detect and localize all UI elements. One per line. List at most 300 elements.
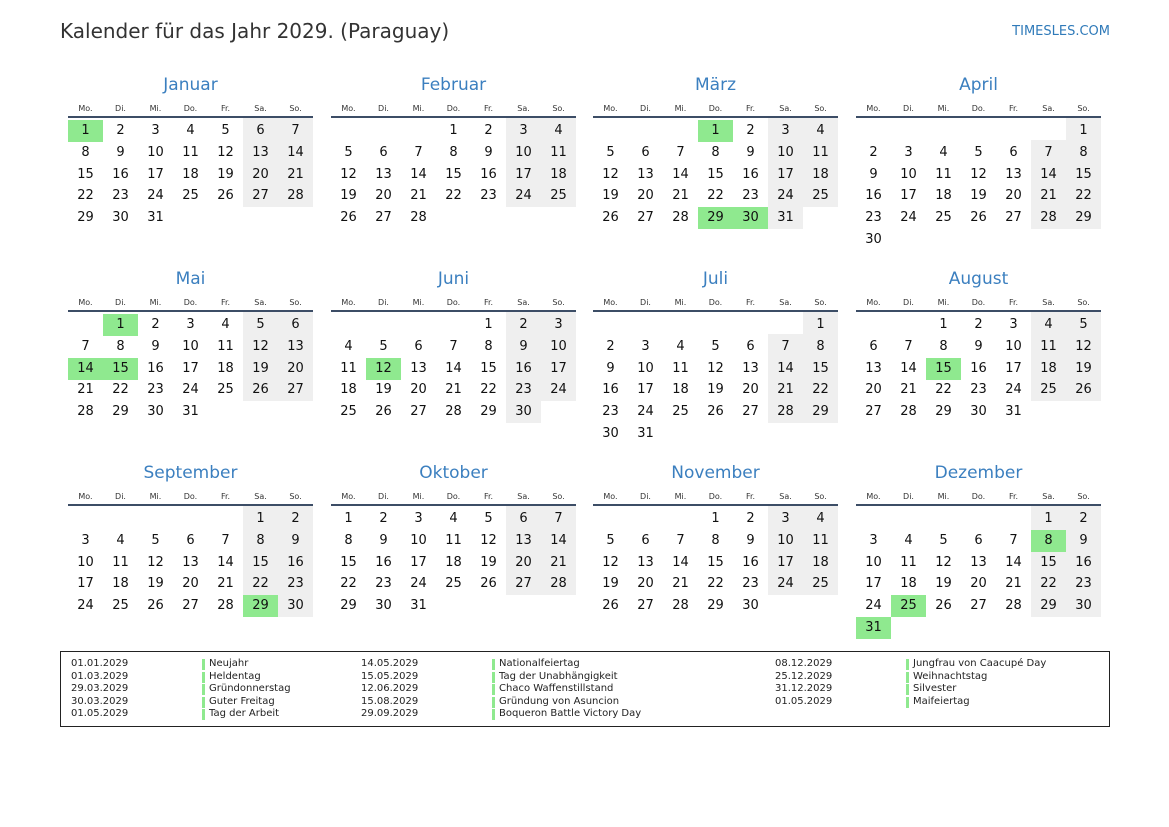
day-cell: 13 [410,360,427,376]
day-cell: 29 [1075,210,1092,226]
day-cell: 14 [777,360,794,376]
day-cell: 18 [550,166,567,182]
day-cell: 15 [340,554,357,570]
day-cell: 31 [637,426,654,441]
weekday-label: Mo. [866,104,881,113]
day-cell: 21 [777,382,794,398]
weekday-label: Sa. [517,492,530,501]
day-cell: 26 [707,404,724,420]
day-cell: 17 [865,576,882,592]
day-cell: 17 [1005,360,1022,376]
day-cell: 10 [1005,338,1022,354]
day-cell: 2 [606,338,615,354]
weekday-label: Di. [115,298,126,307]
weekday-label: Mi. [412,104,425,113]
day-cell: 3 [186,317,195,332]
weekday-label: So. [814,492,827,501]
day-cell: 24 [77,598,94,614]
day-cell: 30 [515,404,532,420]
weekday-label: Mo. [78,492,93,501]
day-cell: 6 [641,532,650,548]
day-cell: 18 [900,576,917,592]
day-cell: 26 [1075,382,1092,398]
day-cell: 22 [445,188,462,204]
day-cell: 4 [816,511,825,526]
day-cell: 18 [340,382,357,398]
day-cell: 11 [217,338,234,354]
day-cell: 17 [550,360,567,376]
day-cell: 2 [1079,511,1088,526]
day-cell: 1 [816,317,825,332]
weekday-label: Mi. [412,492,425,501]
weekday-label: Fr. [1008,104,1019,113]
day-cell: 28 [1005,598,1022,614]
day-cell: 10 [900,166,917,182]
day-cell: 3 [151,123,160,138]
day-cell: 16 [742,166,759,182]
day-cell: 7 [676,144,685,160]
legend-holiday-name: Gründonnerstag [209,683,291,695]
day-cell: 19 [707,382,724,398]
weekday-label: Sa. [254,104,267,113]
day-cell: 27 [287,382,304,398]
day-cell: 20 [1005,188,1022,204]
day-cell: 13 [287,338,304,354]
weekday-label: Do. [708,104,723,113]
day-cell: 26 [602,210,619,226]
day-cell: 22 [812,382,829,398]
weekday-label: Sa. [517,298,530,307]
day-cell: 22 [935,382,952,398]
site-link[interactable]: TIMESLES.COM [1012,24,1110,39]
day-cell: 3 [869,532,878,548]
day-cell: 12 [970,166,987,182]
holiday-day-cell: 8 [1031,530,1066,552]
day-cell: 15 [252,554,269,570]
day-cell: 17 [77,576,94,592]
day-cell: 6 [186,532,195,548]
weekday-label: Fr. [1008,492,1019,501]
day-cell: 15 [707,554,724,570]
day-cell: 18 [182,166,199,182]
day-cell: 4 [186,123,195,138]
day-cell: 19 [1075,360,1092,376]
day-cell: 29 [112,404,129,420]
holiday-legend [60,651,1110,727]
day-cell: 21 [410,188,427,204]
day-cell: 21 [672,188,689,204]
day-cell: 3 [554,317,563,332]
legend-date: 01.01.2029 [71,658,129,669]
day-cell: 9 [291,532,300,548]
day-cell: 5 [1079,317,1088,332]
weekday-label: So. [814,104,827,113]
weekday-label: Do. [971,104,986,113]
holiday-day-cell: 25 [891,595,926,617]
legend-holiday-name: Tag der Arbeit [209,708,280,720]
day-cell: 4 [116,532,125,548]
day-cell: 25 [812,576,829,592]
weekday-label: Mo. [603,492,618,501]
day-cell: 23 [602,404,619,420]
day-cell: 22 [1075,188,1092,204]
weekday-label: Di. [640,104,651,113]
day-cell: 25 [935,210,952,226]
day-cell: 20 [182,576,199,592]
day-cell: 14 [217,554,234,570]
day-cell: 21 [1040,188,1057,204]
day-cell: 13 [865,360,882,376]
legend-date: 30.03.2029 [71,695,129,707]
day-cell: 21 [550,554,567,570]
day-cell: 16 [1075,554,1092,570]
weekday-label: So. [289,298,302,307]
day-cell: 7 [554,511,563,526]
weekday-label: Di. [640,492,651,501]
day-cell: 2 [746,511,755,526]
page-title: Kalender für das Jahr 2029. (Paraguay) [60,19,450,43]
day-cell: 9 [746,144,755,160]
day-cell: 18 [1040,360,1057,376]
day-cell: 1 [711,511,720,526]
weekday-label: Mo. [78,298,93,307]
weekday-label: Di. [378,492,389,501]
day-cell: 7 [676,532,685,548]
legend-holiday-name: Maifeiertag [913,695,970,707]
weekday-label: Di. [115,104,126,113]
day-cell: 13 [637,166,654,182]
weekday-label: Fr. [483,104,494,113]
day-cell: 4 [904,532,913,548]
day-cell: 17 [515,166,532,182]
day-cell: 27 [742,404,759,420]
day-cell: 29 [340,598,357,614]
day-cell: 19 [480,554,497,570]
day-cell: 30 [112,210,129,226]
day-cell: 12 [602,166,619,182]
day-cell: 1 [1044,511,1053,526]
day-cell: 28 [410,210,427,226]
legend-holiday-marker [492,709,495,720]
weekday-label: Di. [903,104,914,113]
day-cell: 4 [939,144,948,160]
day-cell: 11 [340,360,357,376]
day-cell: 22 [252,576,269,592]
day-cell: 8 [344,532,353,548]
legend-holiday-name: Neujahr [209,658,249,669]
weekday-label: Fr. [745,492,756,501]
day-cell: 20 [287,360,304,376]
day-cell: 24 [147,188,164,204]
day-cell: 18 [672,382,689,398]
month-name: März [695,75,736,95]
day-cell: 16 [287,554,304,570]
day-cell: 4 [816,123,825,138]
weekday-label: So. [552,298,565,307]
weekday-label: Mo. [866,492,881,501]
day-cell: 2 [519,317,528,332]
weekday-label: Mo. [866,298,881,307]
day-cell: 26 [480,576,497,592]
day-cell: 28 [550,576,567,592]
day-cell: 14 [672,166,689,182]
month-name: Januar [163,75,218,95]
weekday-label: Sa. [1042,104,1055,113]
day-cell: 7 [221,532,230,548]
day-cell: 17 [637,382,654,398]
day-cell: 26 [340,210,357,226]
day-cell: 9 [116,144,125,160]
day-cell: 9 [974,338,983,354]
day-cell: 28 [445,404,462,420]
legend-date: 08.12.2029 [775,658,833,669]
day-cell: 9 [746,532,755,548]
day-cell: 11 [1040,338,1057,354]
day-cell: 21 [445,382,462,398]
day-cell: 31 [182,404,199,420]
day-cell: 20 [742,382,759,398]
day-cell: 27 [252,188,269,204]
day-cell: 2 [974,317,983,332]
day-cell: 1 [1079,123,1088,138]
day-cell: 30 [865,232,882,247]
day-cell: 19 [252,360,269,376]
day-cell: 6 [1009,144,1018,160]
day-cell: 23 [1075,576,1092,592]
day-cell: 18 [445,554,462,570]
day-cell: 26 [147,598,164,614]
day-cell: 18 [112,576,129,592]
day-cell: 11 [812,532,829,548]
legend-holiday-name: Gründung von Asuncion [499,695,620,707]
day-cell: 6 [746,338,755,354]
holiday-day-cell: 29 [243,595,278,617]
weekday-label: So. [289,104,302,113]
day-cell: 19 [602,576,619,592]
day-cell: 26 [252,382,269,398]
day-cell: 16 [865,188,882,204]
legend-holiday-name: Weihnachtstag [913,670,988,682]
day-cell: 7 [1009,532,1018,548]
legend-holiday-marker [906,684,909,695]
day-cell: 29 [707,598,724,614]
day-cell: 3 [81,532,90,548]
day-cell: 10 [865,554,882,570]
day-cell: 28 [1040,210,1057,226]
day-cell: 8 [81,144,90,160]
day-cell: 20 [515,554,532,570]
weekday-label: Mi. [937,492,950,501]
day-cell: 18 [812,166,829,182]
day-cell: 22 [480,382,497,398]
day-cell: 5 [711,338,720,354]
day-cell: 25 [550,188,567,204]
day-cell: 13 [252,144,269,160]
day-cell: 5 [939,532,948,548]
day-cell: 7 [904,338,913,354]
day-cell: 30 [602,426,619,441]
day-cell: 9 [379,532,388,548]
legend-holiday-marker [202,659,205,670]
month-name: September [143,463,238,483]
day-cell: 17 [147,166,164,182]
day-cell: 22 [707,188,724,204]
day-cell: 4 [449,511,458,526]
day-cell: 3 [1009,317,1018,332]
weekday-label: Do. [446,492,461,501]
weekday-label: Di. [903,298,914,307]
month-divider [593,310,838,312]
day-cell: 11 [182,144,199,160]
day-cell: 15 [812,360,829,376]
day-cell: 4 [554,123,563,138]
day-cell: 5 [344,144,353,160]
day-cell: 11 [445,532,462,548]
day-cell: 25 [445,576,462,592]
day-cell: 27 [1005,210,1022,226]
day-cell: 17 [900,188,917,204]
day-cell: 13 [375,166,392,182]
holiday-day-cell: 1 [103,314,138,336]
day-cell: 17 [410,554,427,570]
day-cell: 24 [777,188,794,204]
weekday-label: Di. [378,104,389,113]
weekday-label: Di. [378,298,389,307]
legend-date: 14.05.2029 [361,658,419,669]
day-cell: 22 [707,576,724,592]
legend-holiday-marker [202,697,205,708]
month-name: April [959,75,998,95]
day-cell: 8 [939,338,948,354]
day-cell: 23 [970,382,987,398]
day-cell: 24 [900,210,917,226]
day-cell: 11 [935,166,952,182]
weekday-label: Sa. [254,492,267,501]
day-cell: 25 [182,188,199,204]
day-cell: 26 [375,404,392,420]
day-cell: 7 [1044,144,1053,160]
day-cell: 5 [606,144,615,160]
day-cell: 26 [217,188,234,204]
day-cell: 8 [711,532,720,548]
weekday-label: So. [552,492,565,501]
weekday-label: Do. [446,298,461,307]
day-cell: 6 [519,511,528,526]
legend-holiday-marker [492,697,495,708]
weekday-label: Fr. [745,104,756,113]
day-cell: 3 [781,511,790,526]
day-cell: 2 [151,317,160,332]
legend-date: 12.06.2029 [361,683,419,695]
day-cell: 25 [812,188,829,204]
weekday-label: Di. [640,298,651,307]
day-cell: 5 [221,123,230,138]
weekday-label: Di. [903,492,914,501]
day-cell: 5 [379,338,388,354]
day-cell: 9 [606,360,615,376]
day-cell: 7 [781,338,790,354]
day-cell: 28 [672,598,689,614]
day-cell: 27 [182,598,199,614]
month-name: Mai [175,269,206,289]
legend-holiday-marker [202,672,205,683]
day-cell: 20 [637,188,654,204]
weekday-label: Mi. [674,492,687,501]
day-cell: 25 [217,382,234,398]
weekday-label: Mo. [603,104,618,113]
weekday-label: So. [289,492,302,501]
day-cell: 26 [602,598,619,614]
day-cell: 23 [287,576,304,592]
day-cell: 19 [217,166,234,182]
day-cell: 6 [291,317,300,332]
day-cell: 30 [287,598,304,614]
day-cell: 29 [480,404,497,420]
day-cell: 12 [935,554,952,570]
day-cell: 1 [484,317,493,332]
day-cell: 6 [974,532,983,548]
day-cell: 28 [672,210,689,226]
day-cell: 24 [865,598,882,614]
day-cell: 5 [151,532,160,548]
day-cell: 12 [480,532,497,548]
day-cell: 10 [182,338,199,354]
legend-holiday-marker [906,697,909,708]
legend-date: 15.05.2029 [361,670,419,682]
legend-holiday-marker [202,684,205,695]
day-cell: 21 [672,576,689,592]
holiday-day-cell: 1 [68,120,103,142]
day-cell: 23 [147,382,164,398]
day-cell: 19 [602,188,619,204]
day-cell: 20 [410,382,427,398]
day-cell: 23 [112,188,129,204]
day-cell: 14 [445,360,462,376]
legend-holiday-name: Silvester [913,683,957,695]
weekday-label: Mo. [341,492,356,501]
weekday-label: Sa. [254,298,267,307]
day-cell: 5 [606,532,615,548]
weekday-label: Sa. [1042,298,1055,307]
day-cell: 24 [550,382,567,398]
day-cell: 12 [252,338,269,354]
weekday-label: So. [814,298,827,307]
day-cell: 12 [1075,338,1092,354]
day-cell: 5 [256,317,265,332]
legend-holiday-name: Tag der Unabhängigkeit [499,670,618,682]
day-cell: 9 [869,166,878,182]
day-cell: 8 [1079,144,1088,160]
month-name: Februar [420,75,487,95]
day-cell: 2 [379,511,388,526]
day-cell: 27 [410,404,427,420]
day-cell: 29 [935,404,952,420]
day-cell: 4 [676,338,685,354]
day-cell: 14 [287,144,304,160]
day-cell: 28 [287,188,304,204]
legend-holiday-marker [492,659,495,670]
day-cell: 20 [865,382,882,398]
day-cell: 27 [515,576,532,592]
legend-holiday-marker [492,684,495,695]
weekday-label: Mo. [341,104,356,113]
day-cell: 1 [449,123,458,138]
day-cell: 12 [602,554,619,570]
day-cell: 12 [707,360,724,376]
weekday-label: Fr. [220,492,231,501]
day-cell: 24 [637,404,654,420]
legend-holiday-name: Jungfrau von Caacupé Day [913,658,1047,669]
